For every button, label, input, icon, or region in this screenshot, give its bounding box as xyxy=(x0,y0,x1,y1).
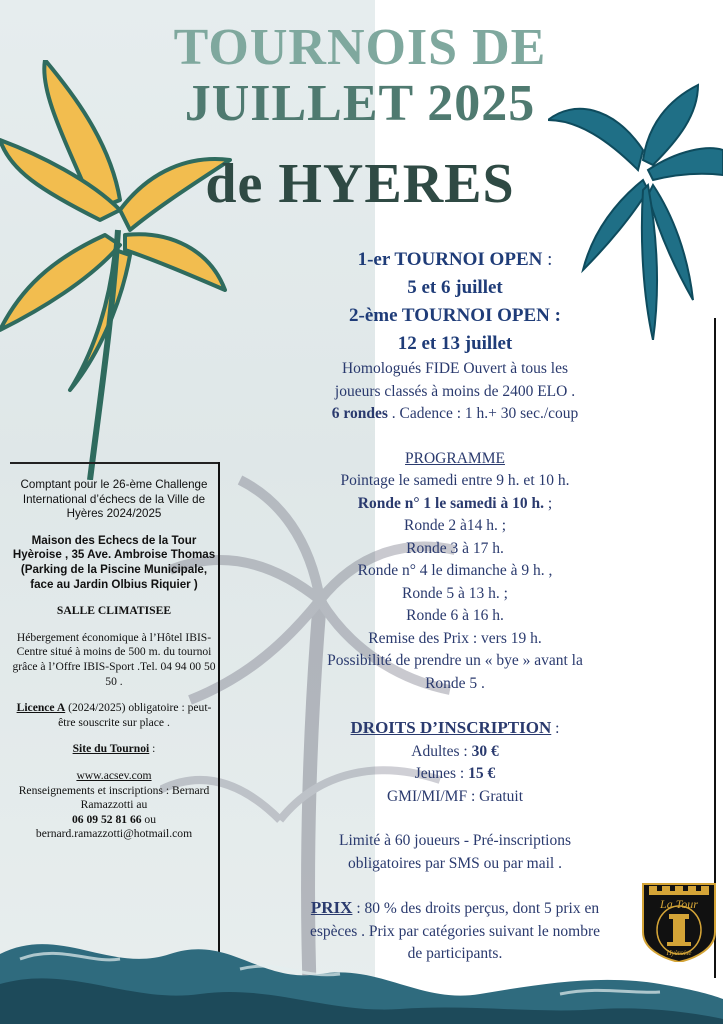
programme-line: Ronde 5 . xyxy=(425,674,485,692)
info-sidebar xyxy=(10,462,218,842)
limit-line-2: obligatoires par SMS ou par mail . xyxy=(348,854,562,872)
phone-line xyxy=(10,813,218,828)
licence-text xyxy=(10,701,218,730)
info-line-2: joueurs classés à moins de 2400 ELO . xyxy=(334,382,576,400)
phone-number[interactable]: 06 09 52 81 66 xyxy=(71,812,142,826)
programme-line xyxy=(290,493,620,516)
prizes-line-2: espèces . Prix par catégories suivant le nombre xyxy=(309,922,601,940)
sidebar-divider xyxy=(218,462,220,964)
limit-line-1: Limité à 60 joueurs - Pré-inscriptions xyxy=(338,832,572,849)
programme-line: Ronde 3 à 17 h. xyxy=(406,539,504,557)
fees-youth xyxy=(290,763,620,786)
round1-suffix: ; xyxy=(544,494,553,512)
adults-label: Adultes : xyxy=(411,742,472,760)
open1-label: 1-er TOURNOI OPEN xyxy=(357,249,543,270)
prizes-label: PRIX xyxy=(310,898,353,917)
prizes-line-3: de participants. xyxy=(407,945,503,962)
open1-dates: 5 et 6 juillet xyxy=(407,277,503,298)
info-line-1: Homologués FIDE Ouvert à tous les xyxy=(341,360,568,377)
open1-colon: : xyxy=(542,249,553,270)
programme-line: Ronde 5 à 13 h. ; xyxy=(402,584,508,602)
or-word: ou xyxy=(141,812,157,826)
round1-text: Ronde n° 1 le samedi à 10 h. xyxy=(357,494,544,512)
programme-heading: PROGRAMME xyxy=(405,449,505,467)
prizes-text-1: : 80 % des droits perçus, dont 5 prix en xyxy=(352,900,600,917)
website-link[interactable]: www.acsev.com xyxy=(76,768,152,782)
contact-intro: Renseignements et inscriptions : Bernard Ramazzotti au xyxy=(18,783,210,812)
licence-details: (2024/2025) obligatoire : peut-être souscrite sur place . xyxy=(58,701,212,729)
programme-line: Ronde 6 à 16 h. xyxy=(406,607,504,624)
main-details xyxy=(290,246,620,966)
title-line-1: TOURNOIS DE xyxy=(173,19,547,76)
lodging-text: Hébergement économique à l’Hôtel IBIS-Centre situé à moins de 500 m. du tournoi grâce à l’Offre IBIS-Sport .Tel. 04 94 00 50 50 . xyxy=(12,630,216,688)
programme-line: Ronde 2 à14 h. ; xyxy=(403,517,507,534)
licence-label: Licence A xyxy=(16,701,66,715)
programme-line: Ronde n° 4 le dimanche à 9 h. , xyxy=(357,562,553,579)
right-border-line xyxy=(714,318,716,978)
fees-adults xyxy=(290,741,620,764)
fees-heading xyxy=(290,717,620,741)
rounds-line xyxy=(290,403,620,426)
rounds-count: 6 rondes xyxy=(331,405,388,422)
logo-text-2: Hyèroise xyxy=(666,949,692,957)
challenge-text: Comptant pour le 26-ème Challenge International d’échecs de la Ville de Hyères 2024/2025 xyxy=(20,478,208,521)
fees-heading-suffix: : xyxy=(551,720,560,737)
site-label: Site du Tournoi xyxy=(72,742,150,756)
title-line-3: de HYERES xyxy=(205,153,515,215)
fees-heading-text: DROITS D’INSCRIPTION xyxy=(350,718,552,737)
open2-dates: 12 et 13 juillet xyxy=(397,333,513,354)
adults-price: 30 € xyxy=(471,742,499,760)
programme-line: Pointage le samedi entre 9 h. et 10 h. xyxy=(340,472,570,489)
venue-text: Maison des Echecs de la Tour Hyèroise , 35 Ave. Ambroise Thomas (Parking de la Piscine Municipale, face au Jardin Olbius Riquier ) xyxy=(12,533,216,591)
site-suffix: : xyxy=(149,742,156,756)
programme-line: Remise des Prix : vers 19 h. xyxy=(368,629,542,647)
logo-text-1: La Tour xyxy=(660,897,698,911)
open1-heading xyxy=(290,246,620,274)
email-link[interactable]: bernard.ramazzotti@hotmail.com xyxy=(35,827,193,841)
site-heading xyxy=(10,742,218,757)
youth-price: 15 € xyxy=(468,765,496,782)
youth-label: Jeunes : xyxy=(414,765,469,782)
fees-titled: GMI/MI/MF : Gratuit xyxy=(386,787,524,805)
rounds-rest: . Cadence : 1 h.+ 30 sec./coup xyxy=(387,405,579,422)
open2-heading: 2-ème TOURNOI OPEN : xyxy=(349,305,561,326)
climate-text: SALLE CLIMATISEE xyxy=(56,604,172,618)
waves-illustration xyxy=(0,914,723,1024)
title-line-2: JUILLET 2025 xyxy=(184,75,536,132)
programme-line: Possibilité de prendre un « bye » avant la xyxy=(327,652,583,669)
